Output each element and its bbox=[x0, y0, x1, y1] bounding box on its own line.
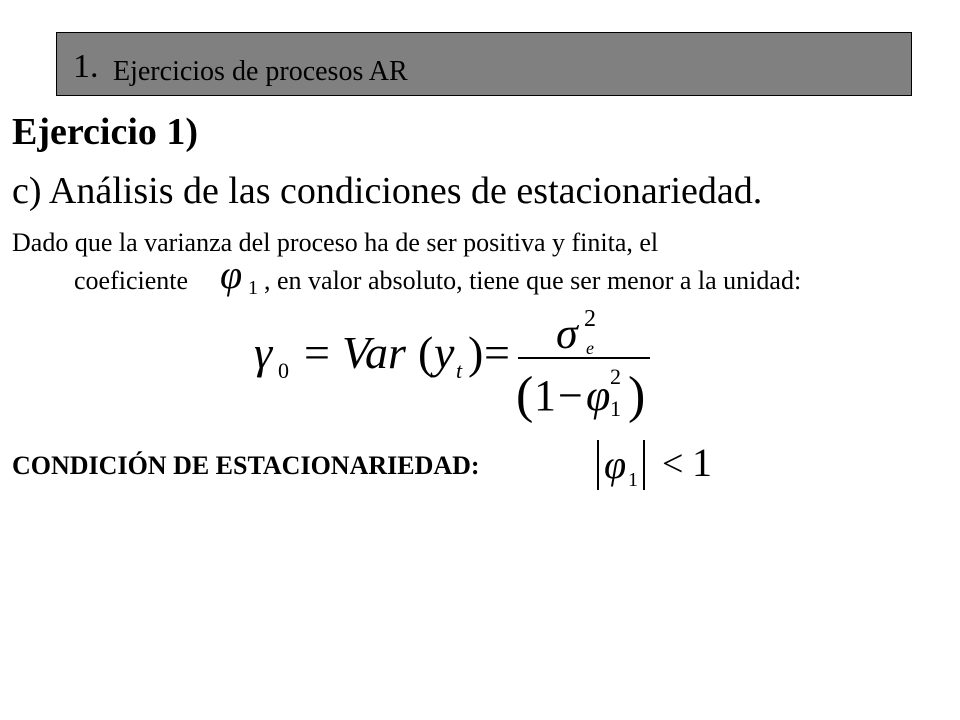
svg-text:1: 1 bbox=[692, 440, 712, 485]
svg-text:σ: σ bbox=[556, 309, 578, 358]
svg-text:0: 0 bbox=[278, 358, 289, 383]
variance-formula bbox=[248, 304, 668, 428]
svg-text:1: 1 bbox=[534, 371, 556, 420]
stationarity-condition-formula bbox=[592, 436, 722, 496]
svg-text:Var: Var bbox=[342, 327, 406, 378]
svg-text:y: y bbox=[434, 327, 455, 378]
svg-text:=: = bbox=[304, 327, 330, 378]
svg-text:φ: φ bbox=[586, 371, 611, 420]
svg-text:2: 2 bbox=[584, 306, 596, 332]
condition-label: CONDICIÓN DE ESTACIONARIEDAD: bbox=[12, 451, 480, 480]
paragraph-line-2-start: coeficiente bbox=[74, 266, 189, 295]
paragraph-line-2-end: , en valor absoluto, tiene que ser menor a la unidad: bbox=[264, 266, 802, 295]
svg-text:): ) bbox=[628, 367, 646, 424]
svg-text:(: ( bbox=[418, 327, 434, 378]
phi1-symbol bbox=[216, 254, 266, 298]
svg-text:φ: φ bbox=[220, 254, 243, 297]
slide-title: Ejercicios de procesos AR bbox=[113, 56, 408, 87]
svg-text:<: < bbox=[662, 443, 684, 485]
svg-text:2: 2 bbox=[610, 364, 621, 389]
svg-text:): ) bbox=[468, 327, 484, 378]
svg-text:=: = bbox=[484, 327, 510, 378]
slide-title-bar bbox=[56, 32, 912, 96]
section-heading: c) Análisis de las condiciones de estacionariedad. bbox=[12, 170, 763, 212]
svg-text:(: ( bbox=[516, 367, 534, 424]
svg-text:1: 1 bbox=[248, 277, 258, 298]
svg-text:γ: γ bbox=[254, 327, 273, 378]
svg-text:1: 1 bbox=[610, 396, 621, 421]
svg-text:φ: φ bbox=[604, 442, 627, 487]
exercise-heading: Ejercicio 1) bbox=[12, 111, 199, 153]
svg-text:t: t bbox=[456, 358, 463, 383]
slide-title-number: 1. bbox=[73, 48, 99, 85]
paragraph-line-1: Dado que la varianza del proceso ha de ser positiva y finita, el bbox=[12, 228, 659, 257]
svg-text:e: e bbox=[586, 338, 594, 358]
svg-text:−: − bbox=[558, 371, 583, 420]
svg-text:1: 1 bbox=[628, 469, 638, 491]
